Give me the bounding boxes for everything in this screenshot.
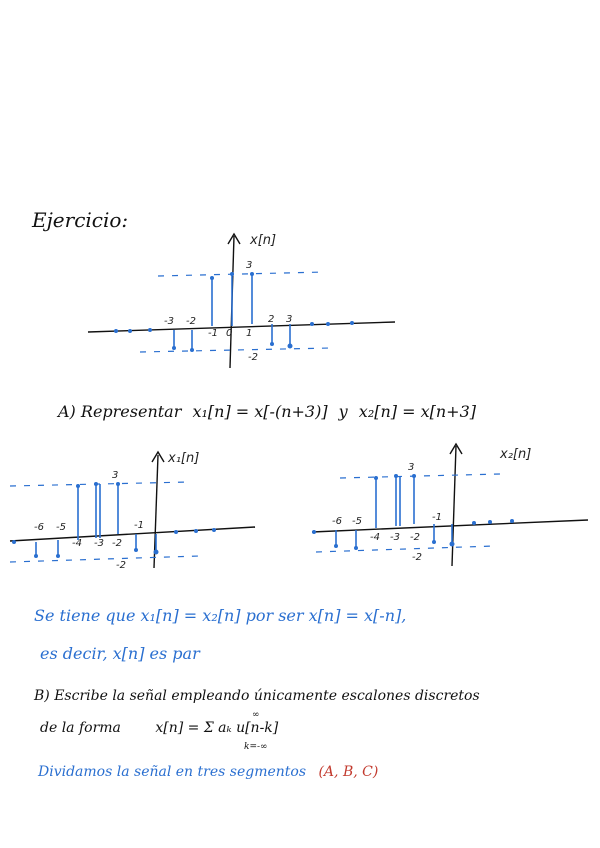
part-a-formula2: x₂[n] = x[n+3] bbox=[358, 402, 476, 421]
part-b-formula: x[n] = Σ aₖ u[n-k] bbox=[155, 720, 279, 736]
main-peak-label: 3 bbox=[246, 260, 253, 271]
part-b-prefix: de la forma bbox=[40, 720, 121, 736]
divide-segments: (A, B, C) bbox=[318, 764, 379, 780]
main-tick-neg2: -2 bbox=[186, 316, 196, 327]
note-line-1: Se tiene que x₁[n] = x₂[n] por ser x[n] = x[-n], bbox=[34, 606, 407, 625]
x1-tick-neg2: -2 bbox=[112, 538, 122, 549]
main-tick-0: 0 bbox=[226, 328, 233, 339]
part-a-text: Representar bbox=[80, 402, 182, 421]
x2-tick-neg3: -3 bbox=[390, 532, 400, 543]
x2-tick-neg2: -2 bbox=[410, 532, 420, 543]
x1-tick-neg5: -5 bbox=[56, 522, 66, 533]
x2-peak: 3 bbox=[408, 462, 415, 473]
part-b-line-2 bbox=[40, 720, 278, 736]
x2-tick-neg1: -1 bbox=[432, 512, 442, 523]
main-neg-value: -2 bbox=[248, 352, 258, 363]
main-tick-neg3: -3 bbox=[164, 316, 174, 327]
sum-lower-limit: k=-∞ bbox=[244, 742, 268, 752]
main-tick-2: 2 bbox=[268, 314, 275, 325]
divide-text: Dividamos la señal en tres segmentos bbox=[38, 764, 307, 780]
x1-tick-neg3: -3 bbox=[94, 538, 104, 549]
x1-neg-value: -2 bbox=[116, 560, 126, 571]
x1-tick-neg4: -4 bbox=[72, 538, 82, 549]
x2-tick-neg5: -5 bbox=[352, 516, 362, 527]
main-plot-label: x[n] bbox=[250, 233, 277, 248]
x1-peak: 3 bbox=[112, 470, 119, 481]
x2-tick-neg4: -4 bbox=[370, 532, 380, 543]
main-tick-neg1: -1 bbox=[208, 328, 218, 339]
x1-tick-neg6: -6 bbox=[34, 522, 44, 533]
x2-tick-neg6: -6 bbox=[332, 516, 342, 527]
part-a-prefix: A) bbox=[58, 402, 76, 421]
x2-neg-value: -2 bbox=[412, 552, 422, 563]
divide-line bbox=[38, 764, 378, 780]
part-b-line-1: B) Escribe la señal empleando únicamente escalones discretos bbox=[34, 688, 480, 704]
x1-tick-neg1: -1 bbox=[134, 520, 144, 531]
main-tick-1: 1 bbox=[246, 328, 253, 339]
x1-plot-label: x₁[n] bbox=[168, 451, 200, 466]
x2-plot-label: x₂[n] bbox=[500, 447, 532, 462]
exercise-title: Ejercicio: bbox=[32, 208, 129, 232]
sum-upper-limit: ∞ bbox=[252, 710, 260, 720]
part-a-formula1: x₁[n] = x[-(n+3)] bbox=[192, 402, 328, 421]
part-a-conj: y bbox=[338, 402, 348, 421]
main-tick-3: 3 bbox=[286, 314, 293, 325]
note-line-2: es decir, x[n] es par bbox=[40, 644, 200, 663]
